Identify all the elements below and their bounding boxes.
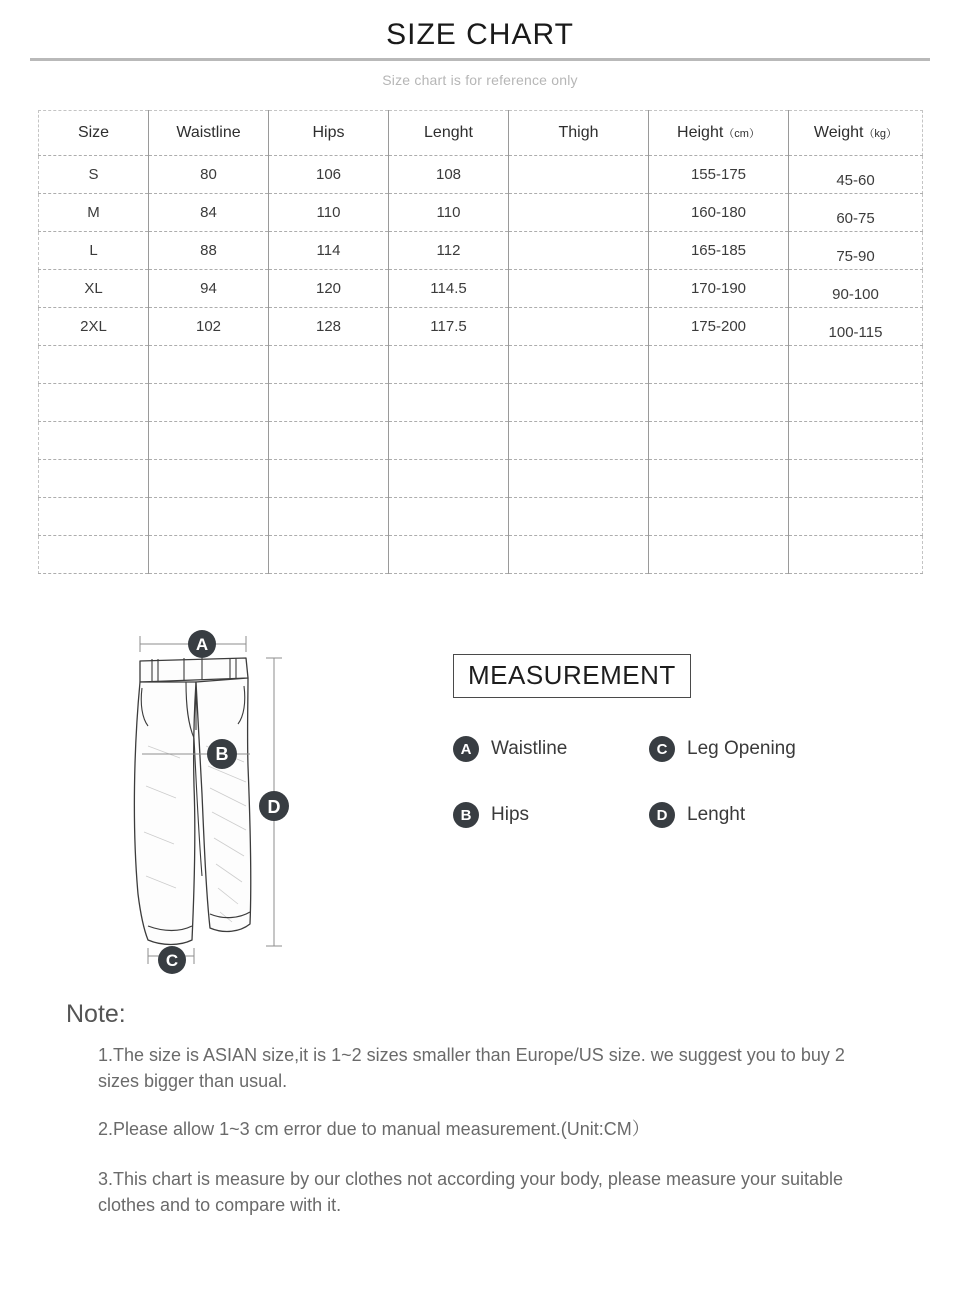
svg-text:C: C (165, 951, 179, 970)
cell-weight: 90-100 (789, 270, 923, 308)
table-row (39, 156, 923, 194)
cell-empty (149, 536, 269, 574)
table-row-empty (39, 498, 923, 536)
cell-size: 2XL (39, 308, 149, 346)
column-header-size-label: Size (77, 124, 110, 141)
column-header-weight (789, 111, 923, 156)
legend-label-hips: Hips (491, 804, 530, 825)
cell-hips: 114 (269, 232, 389, 270)
column-header-weight-unit: （kg） (863, 128, 898, 140)
svg-text:D: D (267, 797, 281, 817)
page-header (0, 0, 960, 88)
cell-height: 155-175 (649, 156, 789, 194)
cell-empty (269, 460, 389, 498)
figure-marker-a (188, 630, 216, 658)
cell-thigh (509, 156, 649, 194)
cell-hips: 110 (269, 194, 389, 232)
legend-label-waistline: Waistline (491, 738, 568, 759)
cell-empty (149, 384, 269, 422)
cell-lenght: 114.5 (389, 270, 509, 308)
column-header-weight-label: Weight (813, 124, 864, 141)
column-header-waistline-label: Waistline (176, 124, 241, 141)
cell-empty (649, 346, 789, 384)
table-row (39, 270, 923, 308)
column-header-thigh (509, 111, 649, 156)
cell-empty (649, 384, 789, 422)
column-header-height-label: Height (677, 124, 724, 141)
cell-thigh (509, 194, 649, 232)
table-header-row (39, 111, 923, 156)
legend-label-lenght: Lenght (687, 804, 746, 825)
measurement-legend (453, 736, 883, 868)
cell-hips: 106 (269, 156, 389, 194)
measurement-title: MEASUREMENT (453, 654, 691, 698)
column-header-hips (269, 111, 389, 156)
cell-empty (789, 384, 923, 422)
cell-lenght: 108 (389, 156, 509, 194)
cell-empty (789, 536, 923, 574)
cell-empty (649, 460, 789, 498)
legend-item-waistline (453, 736, 649, 762)
table-row-empty (39, 536, 923, 574)
cell-empty (389, 346, 509, 384)
cell-waistline: 88 (149, 232, 269, 270)
badge-b-icon: B (453, 802, 479, 828)
cell-empty (509, 536, 649, 574)
measurement-section (0, 618, 960, 993)
badge-a-icon: A (453, 736, 479, 762)
cell-empty (269, 346, 389, 384)
cell-empty (649, 536, 789, 574)
pants-outline (134, 658, 250, 945)
cell-empty (509, 346, 649, 384)
pants-diagram-svg (118, 626, 328, 986)
column-header-size (39, 111, 149, 156)
column-header-thigh-label: Thigh (558, 124, 599, 141)
cell-size: M (39, 194, 149, 232)
cell-hips: 120 (269, 270, 389, 308)
svg-text:B: B (215, 744, 229, 764)
cell-empty (789, 460, 923, 498)
cell-weight: 100-115 (789, 308, 923, 346)
note-item-1: 1.The size is ASIAN size,it is 1~2 sizes smaller than Europe/US size. we suggest you to buy 2 sizes bigger than usual. (98, 1045, 845, 1091)
cell-empty (149, 498, 269, 536)
page-subtitle: Size chart is for reference only (382, 72, 578, 88)
cell-empty (149, 422, 269, 460)
cell-empty (389, 460, 509, 498)
column-header-height-unit: （cm） (723, 128, 760, 140)
table-row-empty (39, 384, 923, 422)
legend-item-lenght (649, 802, 849, 828)
cell-lenght: 110 (389, 194, 509, 232)
legend-item-leg-opening (649, 736, 849, 762)
measurement-panel (453, 654, 883, 868)
cell-thigh (509, 270, 649, 308)
figure-marker-d (259, 791, 289, 821)
size-table (38, 110, 923, 574)
table-row (39, 194, 923, 232)
cell-empty (39, 346, 149, 384)
table-row (39, 308, 923, 346)
cell-height: 170-190 (649, 270, 789, 308)
cell-waistline: 80 (149, 156, 269, 194)
cell-height: 175-200 (649, 308, 789, 346)
notes-heading: Note: (66, 1000, 126, 1028)
note-item-3: 3.This chart is measure by our clothes not according your body, please measure your suitable clothes and to compare with it. (98, 1169, 844, 1215)
column-header-lenght-label: Lenght (424, 124, 473, 141)
cell-lenght: 112 (389, 232, 509, 270)
cell-weight: 60-75 (789, 194, 923, 232)
column-header-lenght (389, 111, 509, 156)
cell-thigh (509, 308, 649, 346)
cell-empty (39, 536, 149, 574)
cell-empty (269, 422, 389, 460)
cell-weight: 45-60 (789, 156, 923, 194)
note-item-2: 2.Please allow 1~3 cm error due to manual measurement.(Unit:CM） (98, 1119, 650, 1139)
table-row-empty (39, 422, 923, 460)
cell-empty (149, 460, 269, 498)
cell-empty (509, 498, 649, 536)
table-row-empty (39, 346, 923, 384)
cell-height: 165-185 (649, 232, 789, 270)
cell-hips: 128 (269, 308, 389, 346)
cell-waistline: 102 (149, 308, 269, 346)
cell-empty (649, 422, 789, 460)
cell-thigh (509, 232, 649, 270)
cell-empty (789, 498, 923, 536)
figure-marker-b (207, 739, 237, 769)
cell-size: S (39, 156, 149, 194)
svg-text:A: A (195, 635, 209, 654)
cell-empty (39, 498, 149, 536)
size-table-container (38, 110, 922, 574)
title-divider (30, 58, 930, 61)
legend-item-hips (453, 802, 649, 828)
cell-empty (509, 384, 649, 422)
figure-marker-c (158, 946, 186, 974)
cell-empty (789, 346, 923, 384)
cell-lenght: 117.5 (389, 308, 509, 346)
cell-empty (389, 536, 509, 574)
notes-section (0, 998, 960, 1218)
cell-empty (509, 422, 649, 460)
cell-empty (389, 498, 509, 536)
cell-empty (649, 498, 789, 536)
cell-empty (389, 422, 509, 460)
cell-empty (509, 460, 649, 498)
cell-waistline: 84 (149, 194, 269, 232)
table-row-empty (39, 460, 923, 498)
column-header-hips-label: Hips (312, 124, 345, 141)
cell-empty (789, 422, 923, 460)
cell-size: L (39, 232, 149, 270)
cell-empty (269, 498, 389, 536)
cell-empty (269, 384, 389, 422)
badge-c-icon: C (649, 736, 675, 762)
legend-label-leg-opening: Leg Opening (687, 738, 796, 759)
size-table-head (39, 111, 923, 156)
cell-empty (39, 422, 149, 460)
cell-waistline: 94 (149, 270, 269, 308)
size-table-body (39, 156, 923, 574)
pants-illustration (118, 626, 328, 986)
column-header-waistline (149, 111, 269, 156)
cell-empty (39, 384, 149, 422)
cell-empty (39, 460, 149, 498)
cell-empty (269, 536, 389, 574)
badge-d-icon: D (649, 802, 675, 828)
cell-height: 160-180 (649, 194, 789, 232)
cell-empty (149, 346, 269, 384)
column-header-height (649, 111, 789, 156)
page-title: SIZE CHART (386, 18, 574, 51)
cell-empty (389, 384, 509, 422)
cell-weight: 75-90 (789, 232, 923, 270)
cell-size: XL (39, 270, 149, 308)
table-row (39, 232, 923, 270)
